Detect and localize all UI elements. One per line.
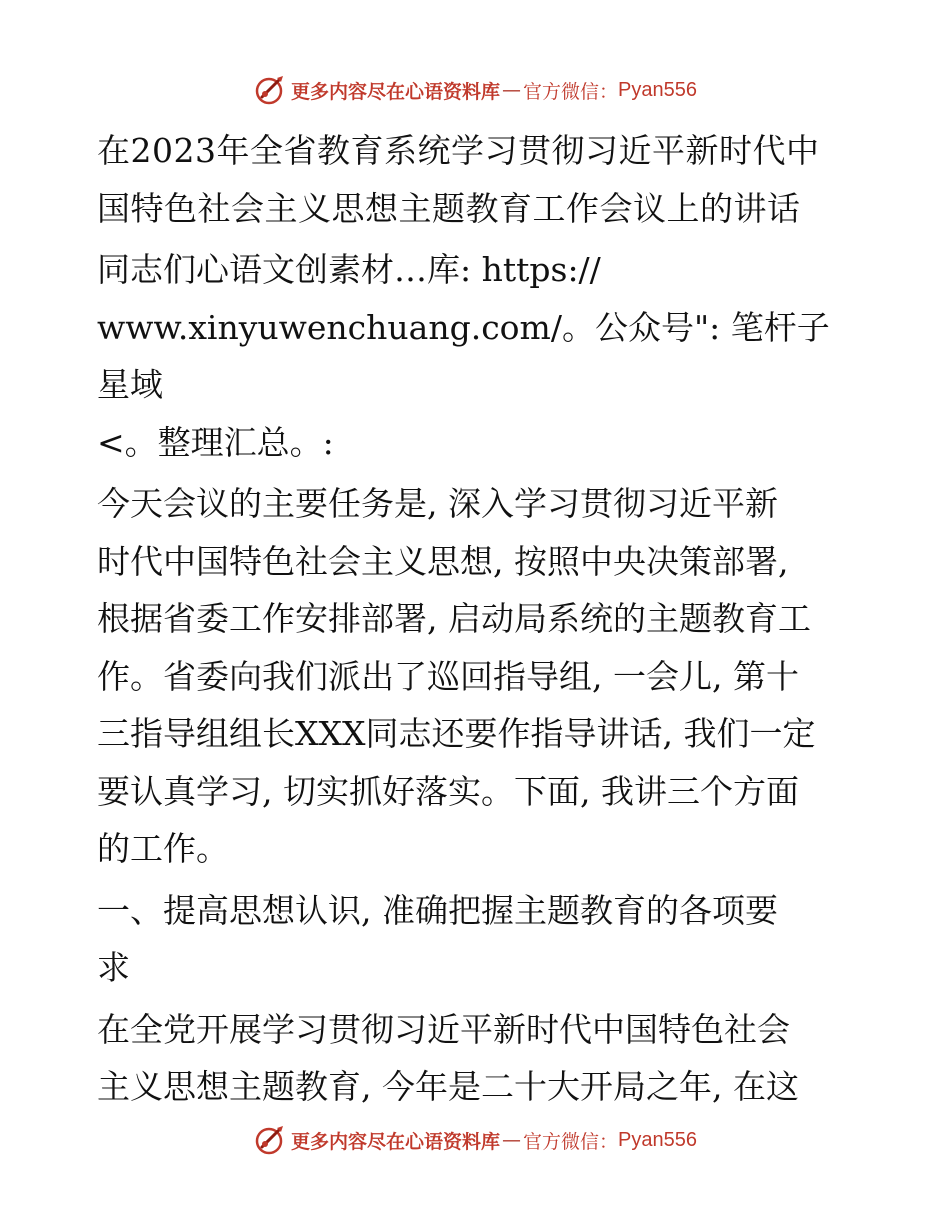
document-title-line-1: 在2023年全省教育系统学习贯彻习近平新时代中 [97,131,820,170]
paragraph-1-line-6: 要认真学习, 切实抓好落实。下面, 我讲三个方面 [97,771,799,811]
paragraph-2-line-2: 主义思想主题教育, 今年是二十大开局之年, 在这 [97,1067,799,1106]
banner-slogan: 更多内容尽在心语资料库 [291,80,501,103]
paragraph-1-line-1: 今天会议的主要任务是, 深入学习贯彻习近平新 [97,484,778,523]
header-watermark-banner [0,70,950,110]
paragraph-2-line-1: 在全党开展学习贯彻习近平新时代中国特色社会 [97,1009,790,1049]
paragraph-1-line-7: 的工作。 [97,829,229,868]
paragraph-1-line-5: 三指导组组长XXX同志还要作指导讲话, 我们一定 [97,714,816,753]
brush-logo-icon [253,73,287,107]
banner-slogan: 更多内容尽在心语资料库 [291,1130,501,1153]
footer-watermark-banner [0,1120,950,1160]
paragraph-1-line-3: 根据省委工作安排部署, 启动局系统的主题教育工 [97,599,811,638]
banner-dash: — [502,79,522,101]
section-heading-1-line-2: 求 [97,948,130,987]
brush-logo-icon [253,1123,287,1157]
banner-wechat-id: Pyan556 [618,1128,697,1151]
section-heading-1-line-1: 一、提高思想认识, 准确把握主题教育的各项要 [97,890,778,930]
intro-line-1: 同志们心语文创素材…库: https:// [97,250,601,289]
banner-dash: — [502,1129,522,1151]
banner-wechat-id: Pyan556 [618,78,697,101]
banner-official-label: 官方微信： [523,1130,619,1153]
banner-official-label: 官方微信： [523,80,619,103]
paragraph-1-line-2: 时代中国特色社会主义思想, 按照中央决策部署, [97,541,789,581]
document-title-line-2: 国特色社会主义思想主题教育工作会议上的讲话 [97,188,801,228]
paragraph-1-line-4: 作。省委向我们派出了巡回指导组, 一会儿, 第十 [97,656,799,696]
intro-line-2: www.xinyuwenchuang.com/。公众号": 笔杆子星域 [97,307,830,404]
document-body [97,122,857,1116]
intro-line-3: <。整理汇总。: [97,422,334,462]
